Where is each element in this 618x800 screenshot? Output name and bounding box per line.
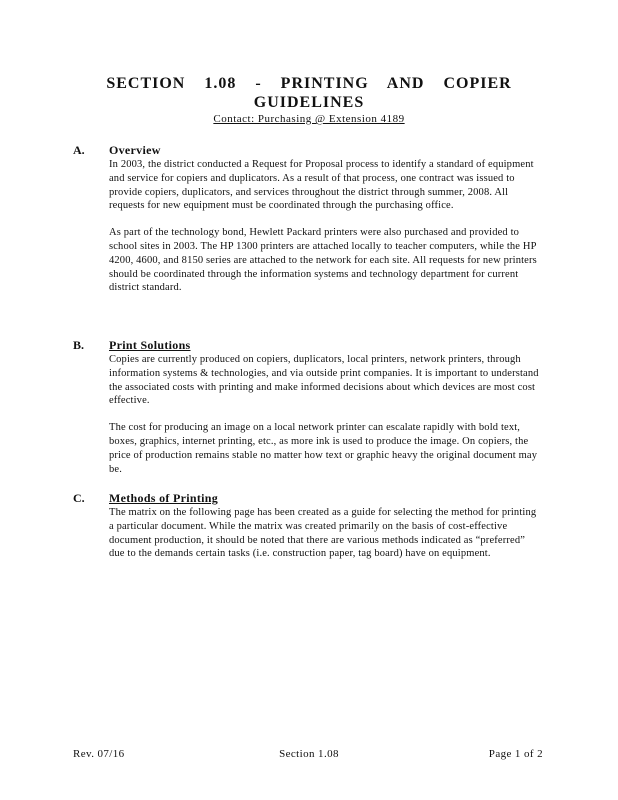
section-heading: Methods of Printing	[109, 491, 219, 505]
title-line-2: GUIDELINES	[253, 94, 365, 111]
paragraph: Copies are currently produced on copiers, duplicators, local printers, network printers, through information systems & technologies, and via outside print companies. It is important to understand the associated costs with printing and make informed decisions about which devices are most cost effective.	[109, 354, 539, 407]
paragraph: In 2003, the district conducted a Request for Proposal process to identify a standard of equipment and service for copiers and duplicators. As a result of that process, one contract was issued to provide copiers, duplicators, and services throughout the district through summer, 2008. All requests for new equipment must be coordinated through the purchasing office.	[109, 159, 534, 212]
section-letter: C.	[73, 491, 85, 505]
section-heading: Print Solutions	[109, 338, 191, 352]
title-line-1: SECTION 1.08 - PRINTING AND COPIER	[106, 75, 512, 92]
section-body	[109, 158, 541, 308]
section-body	[109, 506, 541, 574]
page-title	[0, 74, 618, 112]
section-letter: A.	[73, 143, 85, 157]
paragraph: The cost for producing an image on a local network printer can escalate rapidly with bold text, boxes, graphics, internet printing, etc., as more ink is used to produce the image. On copiers, the price of production remains stable no matter how text or graphic heavy the original document may be.	[109, 422, 538, 475]
footer-revision: Rev. 07/16	[73, 748, 125, 760]
footer-section: Section 1.08	[279, 748, 339, 760]
section-letter: B.	[73, 338, 85, 352]
footer-page-number: Page 1 of 2	[488, 748, 543, 760]
contact-line: Contact: Purchasing @ Extension 4189	[213, 113, 405, 125]
paragraph: As part of the technology bond, Hewlett Packard printers were also purchased and provided to school sites in 2003. The HP 1300 printers are attached locally to teacher computers, while the HP 4200, 4600, and 8150 series are attached to the network for each site. All requests for new printers should be coordinated through the information systems and technology department for current district standard.	[109, 227, 537, 294]
paragraph: The matrix on the following page has been created as a guide for selecting the method for printing a particular document. While the matrix was created primarily on the basis of cost-effective document production, it should be noted that there are various methods indicated as “preferred” due to the demands certain tasks (i.e. construction paper, tag board) have on equipment.	[109, 507, 537, 560]
section-body	[109, 353, 541, 489]
section-heading: Overview	[109, 143, 161, 157]
